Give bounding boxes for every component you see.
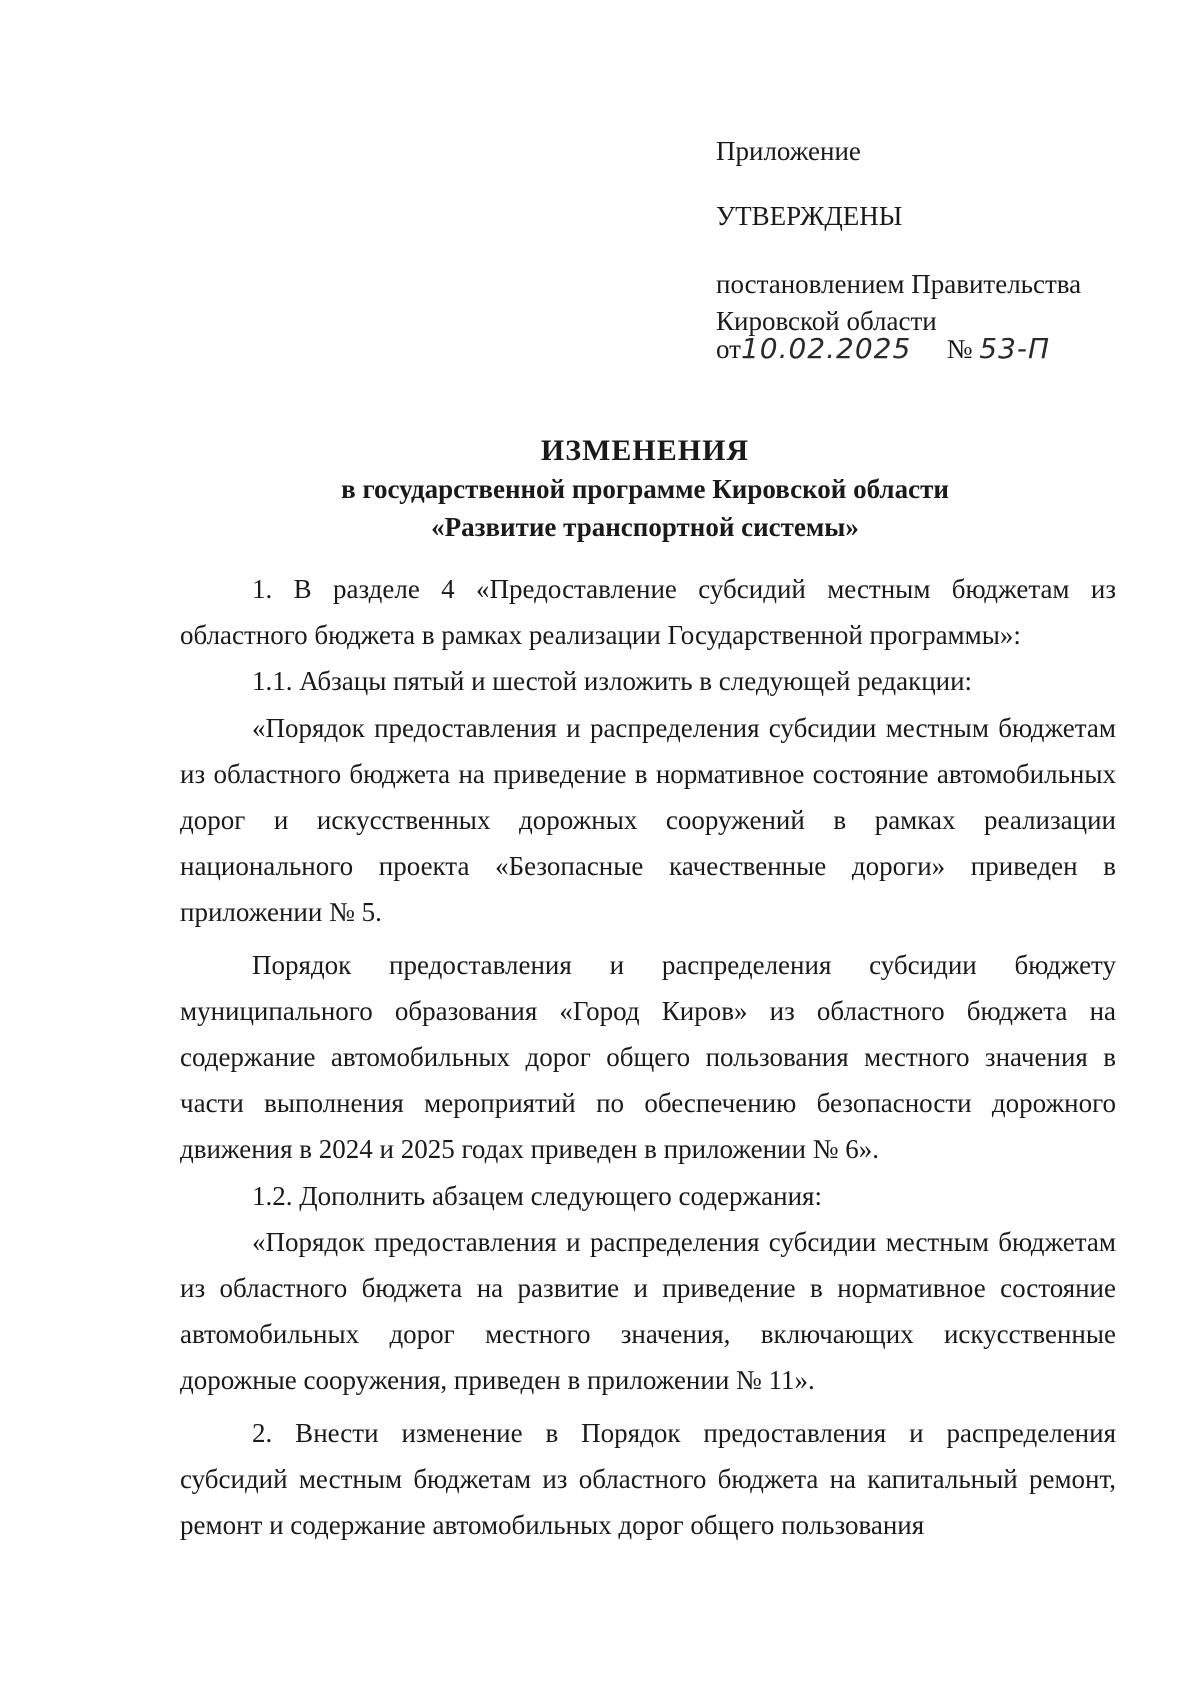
title-program-name: «Развитие транспортной системы» bbox=[431, 512, 859, 542]
paragraph-1-1: 1.1. Абзацы пятый и шестой изложить в следующей редакции: bbox=[252, 666, 973, 697]
paragraph-1-2: 1.2. Дополнить абзацем следующего содержания: bbox=[252, 1180, 822, 1211]
paragraph-2: 2. Внести изменение в Порядок предоставления и распределения субсидий местным бюджетам из областного бюджета на капитальный ремонт, ремонт и содержание автомобильных дорог общего пользования bbox=[180, 1417, 1116, 1541]
paragraph-1: 1. В разделе 4 «Предоставление субсидий местным бюджетам из областного бюджета в рамках реализации Государственной программы»: bbox=[180, 574, 1116, 651]
appendix-label: Приложение bbox=[716, 136, 861, 166]
paragraph-quote-5: «Порядок предоставления и распределения субсидии местным бюджетам из областного бюджета на приведение в нормативное состояние автомобильных дорог и искусственных дорожных сооружений в рамках реализации национального проекта «Безопасные качественные дороги» приведен в приложении № 5. bbox=[180, 712, 1116, 928]
handwritten-date: 10.02.2025 bbox=[740, 332, 912, 365]
document-title bbox=[0, 432, 1200, 546]
handwritten-number: 53-П bbox=[979, 332, 1051, 365]
paragraph-quote-6: Порядок предоставления и распределения субсидии бюджету муниципального образования «Город Киров» из областного бюджета на содержание автомобильных дорог общего пользования местного значения в части выполнения мероприятий по обеспечению безопасности дорожного движения в 2024 и 2025 годах приведен в приложении № 6». bbox=[180, 949, 1116, 1165]
number-prefix: № bbox=[946, 334, 973, 364]
decree-reference bbox=[716, 266, 1156, 340]
decree-line-1: постановлением Правительства bbox=[716, 269, 1082, 299]
approved-label: УТВЕРЖДЕНЫ bbox=[716, 201, 903, 231]
title-heading: ИЗМЕНЕНИЯ bbox=[540, 434, 750, 467]
paragraph-quote-11: «Порядок предоставления и распределения субсидии местным бюджетам из областного бюджета на развитие и приведение в нормативное состояние автомобильных дорог местного значения, включающих искусственные дорожные сооружения, приведен в приложении № 11». bbox=[180, 1226, 1116, 1396]
decree-line-2: Кировской области bbox=[716, 306, 937, 336]
document-body bbox=[180, 566, 1116, 1548]
date-prefix: от bbox=[716, 334, 741, 364]
title-subheading: в государственной программе Кировской области bbox=[341, 474, 949, 504]
decree-date-number bbox=[716, 330, 1156, 368]
